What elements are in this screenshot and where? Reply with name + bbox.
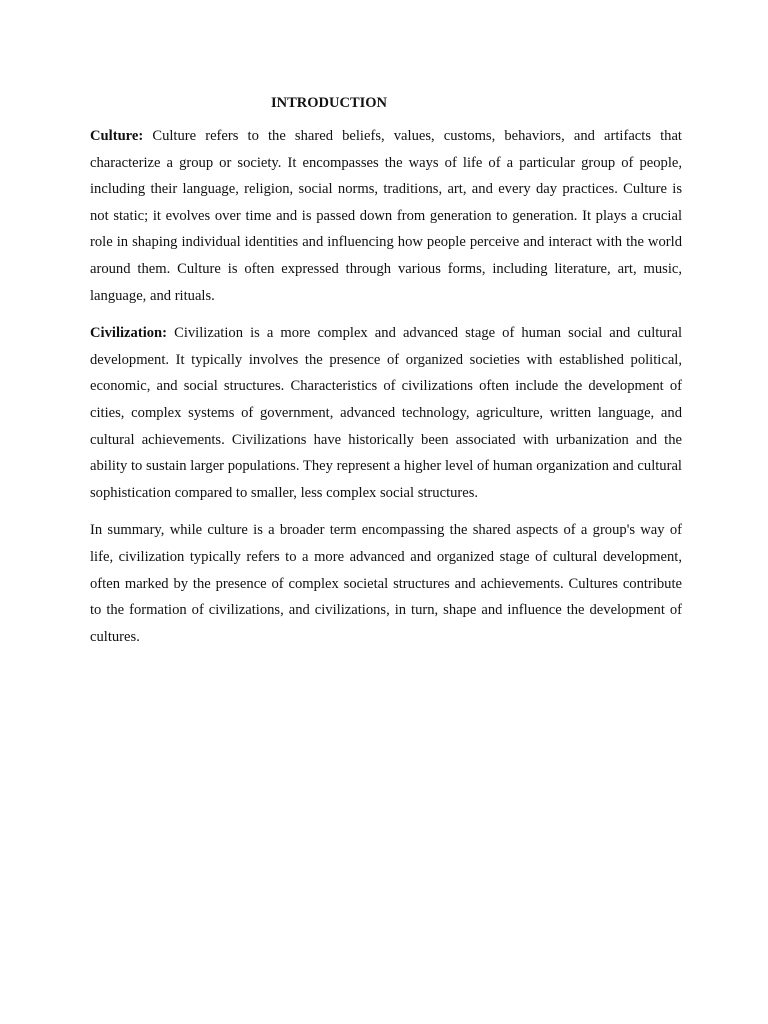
paragraph-term: Culture:	[90, 128, 144, 144]
paragraph-text: In summary, while culture is a broader term encompassing the shared aspects of a group's way of life, civilization typically refers to a more advanced and organized stage of cultural development, often marked by the presence of complex societal structures and achievements. Cultures contribute to the formation of civilizations, and civilizations, in turn, shape and influence the development of cultures.	[90, 522, 682, 645]
paragraph-summary	[90, 517, 682, 650]
paragraph-civilization	[90, 320, 682, 506]
paragraph-term: Civilization:	[90, 325, 168, 342]
page-title: INTRODUCTION	[271, 95, 388, 111]
paragraph-culture	[90, 123, 682, 309]
paragraph-text: Civilization is a more complex and advanced stage of human social and cultural development. It typically involves the presence of organized societies with established political, economic, and social structures. Characteristics of civilizations often include the development of cities, complex systems of government, advanced technology, agriculture, written language, and cultural achievements. Civilizations have historically been associated with urbanization and the ability to sustain larger populations. They represent a higher level of human organization and cultural sophistication compared to smaller, less complex social structures.	[90, 325, 682, 501]
document-page	[90, 93, 682, 661]
paragraph-text: Culture refers to the shared beliefs, values, customs, behaviors, and artifacts that characterize a group or society. It encompasses the ways of life of a particular group of people, including their language, religion, social norms, traditions, art, and every day practices. Culture is not static; it evolves over time and is passed down from generation to generation. It plays a crucial role in shaping individual identities and influencing how people perceive and interact with the world around them. Culture is often expressed through various forms, including literature, art, music, language, and rituals.	[90, 128, 682, 304]
